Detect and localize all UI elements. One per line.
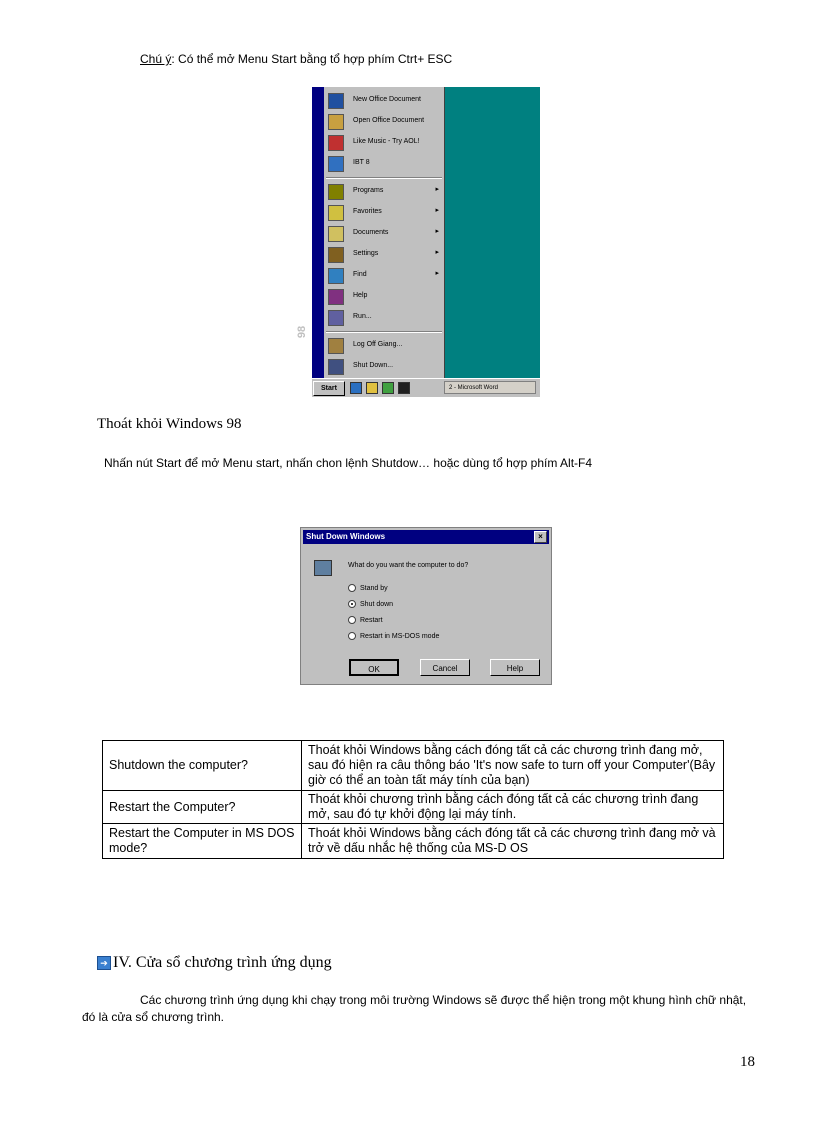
windows98-band — [238, 87, 324, 378]
radio-restart-msdos[interactable] — [348, 632, 356, 640]
start-menu-item[interactable] — [326, 308, 442, 326]
radio-shut-down[interactable] — [348, 600, 356, 608]
menu-item-label: Log Off Giang... — [353, 341, 403, 348]
table-cell: Shutdown the computer? — [103, 741, 302, 791]
help-button[interactable]: Help — [490, 659, 540, 676]
task-word-button[interactable]: 2 - Microsoft Word — [444, 381, 536, 394]
submenu-arrow-icon: ▸ — [435, 228, 439, 235]
radio-restart[interactable] — [348, 616, 356, 624]
start-menu-item[interactable] — [326, 112, 442, 130]
option-restart-msdos[interactable] — [348, 632, 439, 640]
taskbar — [312, 378, 540, 397]
menu-item-label: Find — [353, 271, 367, 278]
menu-item-icon — [328, 268, 344, 284]
menu-item-icon — [328, 289, 344, 305]
submenu-arrow-icon: ▸ — [435, 186, 439, 193]
option-stand-by[interactable] — [348, 584, 388, 592]
menu-item-label: Open Office Document — [353, 117, 425, 124]
menu-item-icon — [328, 93, 344, 109]
menu-item-label: Help — [353, 292, 368, 299]
note-line — [140, 52, 452, 66]
start-menu-item[interactable] — [326, 91, 442, 109]
menu-item-label: Programs — [353, 187, 384, 194]
start-menu-item[interactable] — [326, 224, 442, 242]
cancel-button[interactable]: Cancel — [420, 659, 470, 676]
option-label: Stand by — [360, 584, 388, 592]
menu-item-icon — [328, 226, 344, 242]
quick-launch — [350, 382, 414, 400]
menu-item-icon — [328, 156, 344, 172]
desktop-icon[interactable] — [382, 382, 394, 394]
dialog-question: What do you want the computer to do? — [348, 562, 469, 569]
shutdown-options-table — [102, 740, 724, 859]
start-menu-item[interactable] — [326, 266, 442, 284]
note-label: Chú ý — [140, 52, 172, 66]
menu-item-label: Documents — [353, 229, 389, 236]
submenu-arrow-icon: ▸ — [435, 270, 439, 277]
dialog-title: Shut Down Windows — [306, 532, 386, 541]
para-iv: Các chương trình ứng dụng khi chạy trong môi trường Windows sẽ được thể hiện trong một khung hình chữ nhật, đó là cửa sổ chương trình. — [82, 993, 747, 1024]
start-menu-item[interactable] — [326, 133, 442, 151]
menu-item-label: Favorites — [353, 208, 382, 215]
start-menu-item[interactable] — [326, 357, 442, 375]
menu-item-label: New Office Document — [353, 96, 421, 103]
option-restart[interactable] — [348, 616, 383, 624]
arrow-icon: ➔ — [97, 956, 111, 970]
ie-icon[interactable] — [350, 382, 362, 394]
menu-item-label: IBT 8 — [353, 159, 370, 166]
menu-separator — [326, 177, 442, 179]
table-cell: Thoát khỏi chương trình bằng cách đóng tất cả các chương trình đang mở, sau đó tự khởi động lại máy tính. — [302, 791, 724, 824]
heading-iv — [97, 954, 332, 972]
close-icon[interactable]: × — [534, 531, 547, 543]
dialog-titlebar — [303, 530, 549, 544]
computer-icon — [314, 560, 332, 576]
menu-item-label: Shut Down... — [353, 362, 394, 369]
ok-button[interactable]: OK — [349, 659, 399, 676]
submenu-arrow-icon: ▸ — [435, 207, 439, 214]
menu-item-icon — [328, 114, 344, 130]
menu-item-icon — [328, 310, 344, 326]
menu-item-icon — [328, 247, 344, 263]
option-label: Shut down — [360, 600, 394, 608]
heading-iv-text: IV. Cửa sổ chương trình ứng dụng — [113, 954, 332, 971]
start-menu-item[interactable] — [326, 245, 442, 263]
option-label: Restart — [360, 616, 383, 624]
table-cell: Thoát khỏi Windows bằng cách đóng tất cả các chương trình đang mở và trở về dấu nhắc hệ thống của MS-D OS — [302, 824, 724, 859]
band-text-b: 98 — [296, 325, 309, 339]
table-cell: Restart the Computer? — [103, 791, 302, 824]
menu-item-icon — [328, 338, 344, 354]
band-text-a: Windows — [238, 324, 287, 337]
menu-separator — [326, 331, 442, 333]
note-text: : Có thể mở Menu Start bằng tổ hợp phím Ctrt+ ESC — [171, 52, 453, 66]
menu-item-icon — [328, 184, 344, 200]
start-menu — [238, 87, 445, 378]
menu-item-icon — [328, 205, 344, 221]
heading-exit: Thoát khỏi Windows 98 — [97, 416, 242, 432]
table-cell: Thoát khỏi Windows bằng cách đóng tất cả các chương trình đang mở, sau đó hiện ra câu thông báo 'It's now safe to turn off your Computer'(Bây giờ có thể an toàn tất máy tính của bạn) — [302, 741, 724, 791]
page-number: 18 — [740, 1054, 755, 1070]
option-label: Restart in MS-DOS mode — [360, 632, 440, 640]
start-menu-item[interactable] — [326, 287, 442, 305]
submenu-arrow-icon: ▸ — [435, 249, 439, 256]
menu-item-icon — [328, 359, 344, 375]
start-menu-item[interactable] — [326, 182, 442, 200]
table-cell: Restart the Computer in MS DOS mode? — [103, 824, 302, 859]
para-exit: Nhấn nút Start để mở Menu start, nhấn chon lệnh Shutdow… hoặc dùng tổ hợp phím Alt-F4 — [104, 456, 593, 470]
table-row — [103, 791, 724, 824]
start-menu-item[interactable] — [326, 154, 442, 172]
outlook-icon[interactable] — [366, 382, 378, 394]
menu-item-icon — [328, 135, 344, 151]
start-menu-screenshot — [238, 87, 540, 396]
table-row — [103, 824, 724, 859]
table-row — [103, 741, 724, 791]
menu-item-label: Like Music - Try AOL! — [353, 138, 420, 145]
option-shut-down[interactable] — [348, 600, 393, 608]
radio-stand-by[interactable] — [348, 584, 356, 592]
start-menu-item[interactable] — [326, 203, 442, 221]
shutdown-dialog — [300, 527, 552, 685]
menu-item-label: Run... — [353, 313, 372, 320]
start-button[interactable]: Start — [313, 381, 345, 396]
channels-icon[interactable] — [398, 382, 410, 394]
menu-item-label: Settings — [353, 250, 379, 257]
start-menu-item[interactable] — [326, 336, 442, 354]
